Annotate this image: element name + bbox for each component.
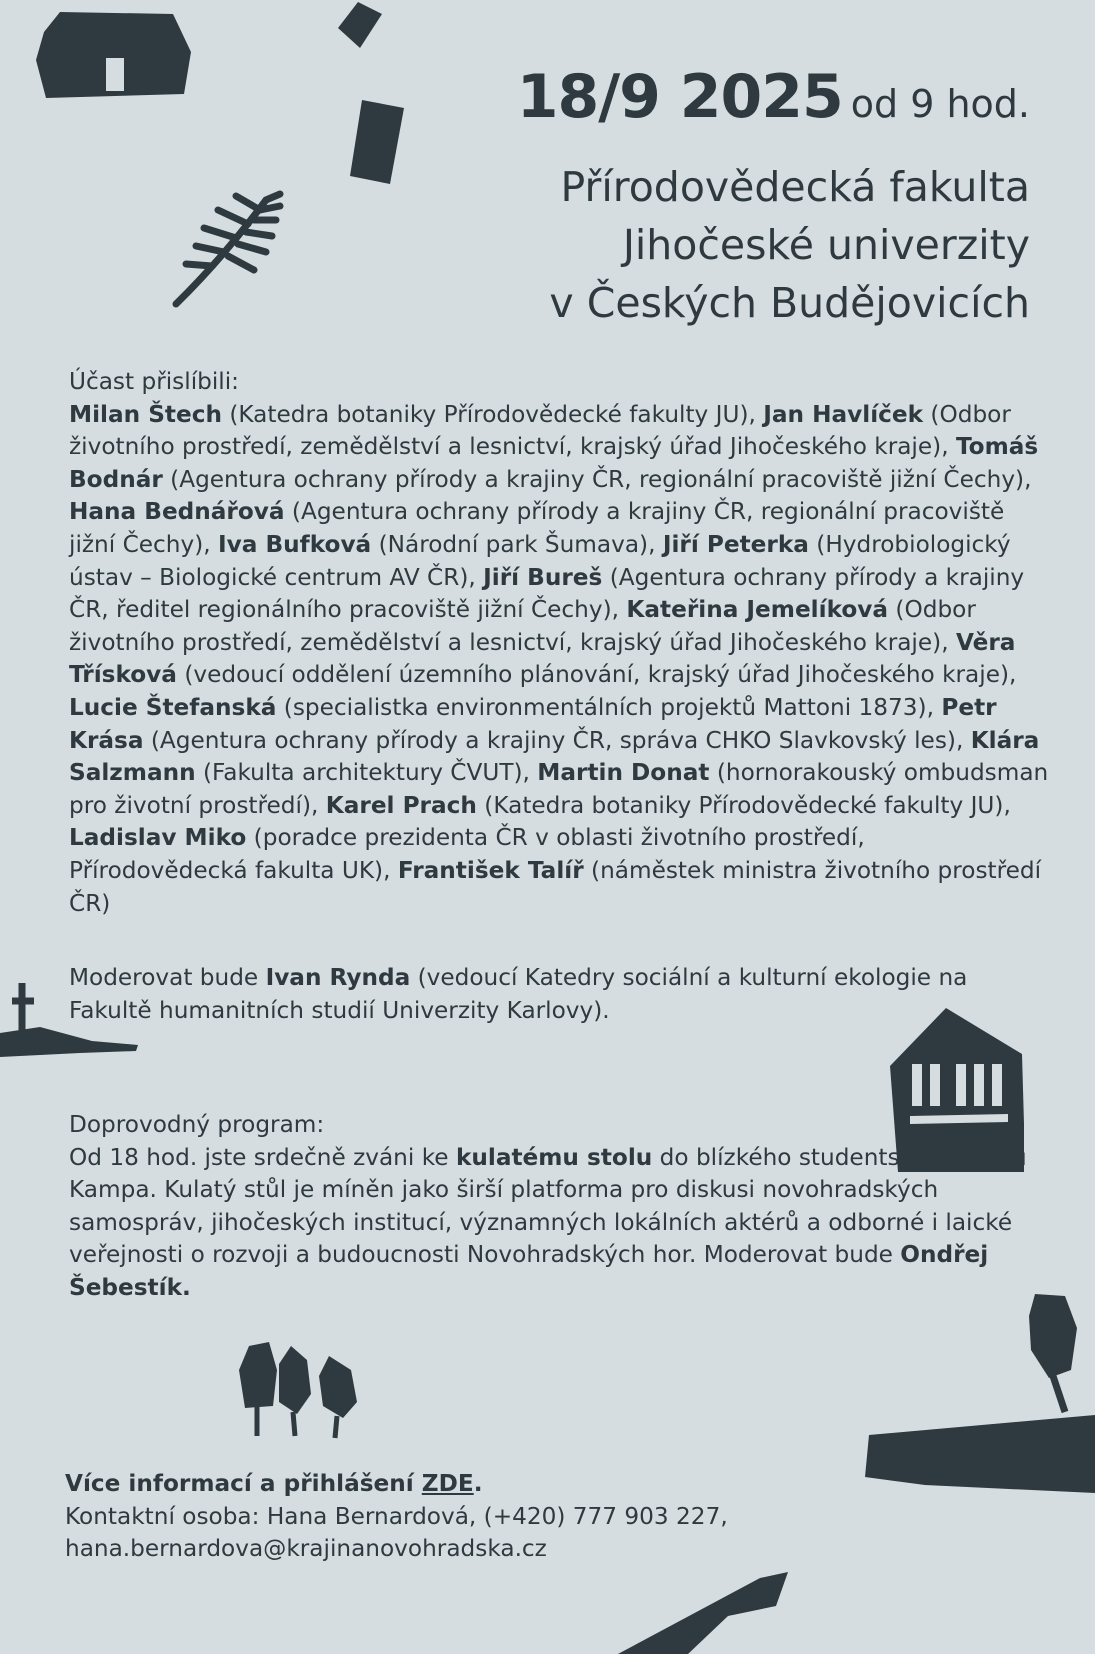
participant-affiliation: (Fakulta architektury ČVUT), xyxy=(195,759,538,787)
branch-icon xyxy=(168,188,293,313)
participant-affiliation: (Odbor životního prostředí, zemědělství a lesnictví, krajský úřad Jihočeského kraje), xyxy=(69,400,1011,461)
participant-name: Jiří Peterka xyxy=(662,530,809,558)
participant-affiliation: (Odbor životního prostředí, zemědělství a lesnictví, krajský úřad Jihočeského kraje), xyxy=(69,596,976,656)
participant-name: Jiří Bureš xyxy=(483,563,603,591)
program-moderator: Ondřej Šebestík. xyxy=(69,1241,989,1301)
participant-affiliation: (Katedra botaniky Přírodovědecké fakulty JU), xyxy=(476,791,1011,819)
moderator-name: Ivan Rynda xyxy=(265,964,411,991)
participant-name: Milan Štech xyxy=(69,400,222,428)
trees-icon xyxy=(235,1340,370,1440)
participant-name: Lucie Štefanská xyxy=(69,693,277,721)
house-icon xyxy=(0,0,200,110)
participant-name: Iva Bufková xyxy=(217,530,372,558)
moderator-desc: (vedoucí Katedry sociální a kulturní ekologie na Fakultě humanitních studií Univerzity Karlovy). xyxy=(69,964,968,1024)
participant-name: Jan Havlíček xyxy=(763,400,924,428)
venue-line: Jihočeské univerzity xyxy=(622,221,1030,269)
tree-icon xyxy=(1015,1288,1090,1416)
event-date xyxy=(517,62,1030,132)
venue-line: v Českých Budějovicích xyxy=(549,279,1030,327)
venue-block xyxy=(330,158,1030,332)
more-info-text: Více informací a přihlášení xyxy=(65,1470,422,1497)
participants-section xyxy=(69,366,1049,920)
participant-name: Věra Třísková xyxy=(69,628,1016,689)
participant-affiliation: (poradce prezidenta ČR v oblasti životního prostředí, Přírodovědecká fakulta UK), xyxy=(69,824,865,884)
event-time: od 9 hod. xyxy=(850,82,1030,126)
participant-affiliation: (Katedra botaniky Přírodovědecké fakulty JU), xyxy=(221,400,764,428)
contact-email[interactable]: hana.bernardova@krajinanovohradska.cz xyxy=(65,1535,547,1563)
participant-affiliation: (Agentura ochrany přírody a krajiny ČR, ředitel regionálního pracoviště jižní Čechy), xyxy=(69,563,1025,624)
participant-name: František Talíř xyxy=(397,856,584,884)
participant-name: Martin Donat xyxy=(537,759,710,787)
program-heading: Doprovodný program: xyxy=(69,1111,325,1138)
wedge-shape-icon xyxy=(618,1570,793,1654)
link-period: . xyxy=(473,1470,483,1497)
participant-affiliation: (Agentura ochrany přírody a krajiny ČR, správa CHKO Slavkovský les), xyxy=(143,726,971,754)
program-highlight: kulatému stolu xyxy=(455,1143,653,1171)
participant-affiliation: (Hydrobiologický ústav – Biologické centrum AV ČR), xyxy=(69,530,1011,591)
contact-section xyxy=(65,1468,1045,1566)
participant-name: Petr Krása xyxy=(69,693,997,754)
venue-line: Přírodovědecká fakulta xyxy=(560,163,1030,211)
registration-link[interactable]: ZDE xyxy=(421,1470,474,1497)
participant-affiliation: (vedoucí oddělení územního plánování, krajský úřad Jihočeského kraje), xyxy=(176,661,1017,689)
program-text: do blízkého studentského klubu Kampa. Kulatý stůl je míněn jako širší platforma pro diskusi novohradských samospráv, jihočeských institucí, významných lokálních aktérů a odborné i laické veřejnosti o rozvoji a budoucnosti Novohradských hor. Moderovat bude xyxy=(69,1143,1027,1269)
moderator-section xyxy=(69,962,1049,1027)
participant-name: Kateřina Jemelíková xyxy=(626,596,889,624)
participant-name: Tomáš Bodnár xyxy=(69,433,1039,493)
participants-list xyxy=(69,399,1049,921)
participant-name: Hana Bednářová xyxy=(69,498,285,526)
participant-affiliation: (specialistka environmentálních projektů Mattoni 1873), xyxy=(276,693,942,721)
participant-affiliation: (hornorakouský ombudsman pro životní prostředí), xyxy=(69,759,1049,819)
contact-person: Kontaktní osoba: Hana Bernardová, (+420) 777 903 227, xyxy=(65,1502,728,1530)
participants-heading: Účast přislíbili: xyxy=(69,368,239,395)
participant-affiliation: (náměstek ministra životního prostředí ČR) xyxy=(69,856,1042,917)
moderator-prefix: Moderovat bude xyxy=(69,964,266,991)
participant-affiliation: (Agentura ochrany přírody a krajiny ČR, regionální pracoviště jižní Čechy), xyxy=(162,465,1032,493)
participant-affiliation: (Národní park Šumava), xyxy=(371,530,663,558)
participant-name: Klára Salzmann xyxy=(69,726,1040,787)
participant-name: Ladislav Miko xyxy=(69,824,247,852)
participant-affiliation: (Agentura ochrany přírody a krajiny ČR, regionální pracoviště jižní Čechy), xyxy=(69,498,1005,558)
program-text: Od 18 hod. jste srdečně zváni ke xyxy=(69,1143,456,1171)
program-section xyxy=(69,1109,1049,1305)
stone-icon xyxy=(320,0,390,55)
event-date-value: 18/9 2025 xyxy=(516,62,843,132)
participant-name: Karel Prach xyxy=(325,791,477,819)
